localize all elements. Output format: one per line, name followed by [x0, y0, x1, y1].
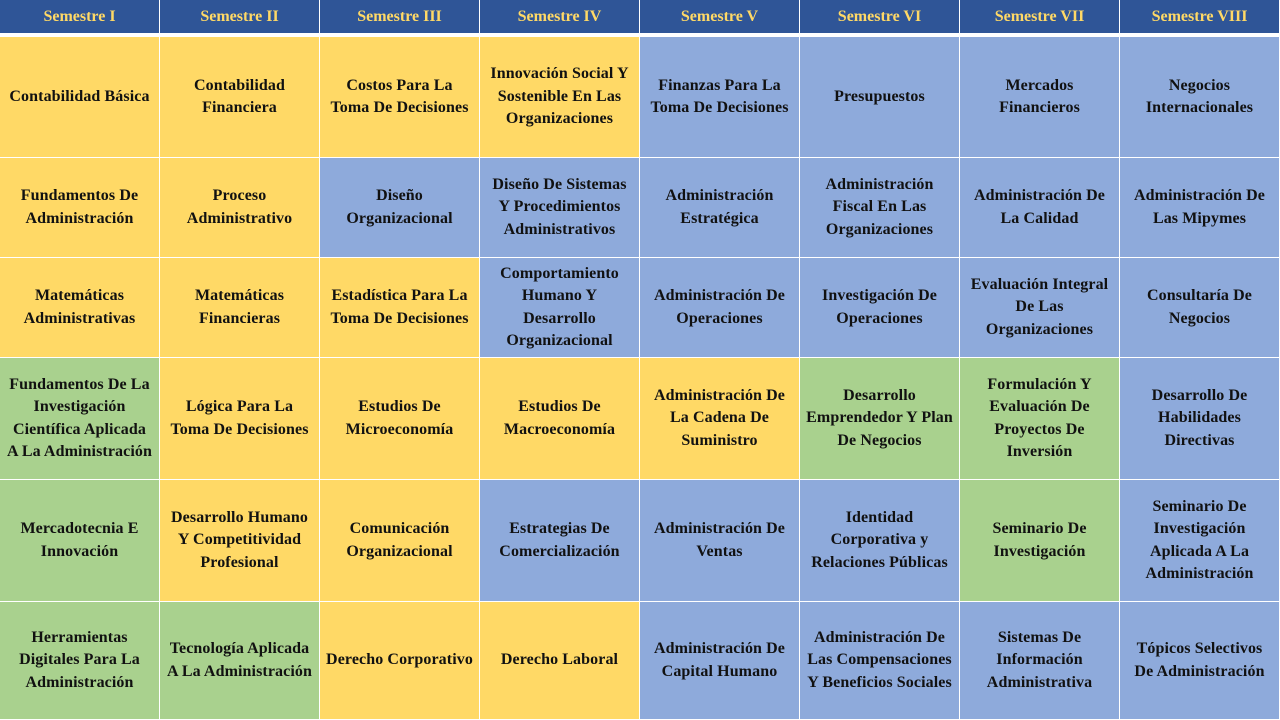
course-cell: [160, 37, 320, 158]
semester-header: Semestre VII: [960, 0, 1120, 33]
course-name: Administración De La Cadena De Suministro: [653, 386, 786, 449]
course-name: Estadística Para La Toma De Decisiones: [330, 287, 469, 327]
course-cell: [0, 358, 160, 480]
semester-header: Semestre II: [160, 0, 320, 33]
course-cell: [640, 37, 800, 158]
course-cell: [320, 37, 480, 158]
course-cell: [960, 258, 1120, 358]
semester-header: Semestre IV: [480, 0, 640, 33]
course-name: Innovación Social Y Sostenible En Las Organizaciones: [490, 65, 629, 128]
course-cell: [160, 158, 320, 258]
course-cell: [0, 158, 160, 258]
course-name: Estudios De Macroeconomía: [503, 398, 616, 438]
course-name: Desarrollo Emprendedor Y Plan De Negocios: [806, 386, 953, 449]
course-cell: [480, 480, 640, 602]
course-name: Administración De Las Mipymes: [1133, 187, 1266, 227]
course-cell: [0, 37, 160, 158]
course-name: Comunicación Organizacional: [346, 520, 453, 560]
course-name: Administración De Ventas: [653, 520, 786, 560]
course-name: Administración De Operaciones: [653, 287, 786, 327]
course-name: Lógica Para La Toma De Decisiones: [170, 398, 309, 438]
course-cell: [320, 258, 480, 358]
course-cell: [640, 602, 800, 720]
course-name: Sistemas De Información Administrativa: [986, 628, 1093, 691]
course-name: Seminario De Investigación: [992, 520, 1087, 560]
course-name: Formulación Y Evaluación De Proyectos De Inversión: [987, 375, 1092, 460]
course-name: Comportamiento Humano Y Desarrollo Organizacional: [500, 264, 619, 349]
course-cell: [320, 358, 480, 480]
semester-header: Semestre V: [640, 0, 800, 33]
semester-header: Semestre I: [0, 0, 160, 33]
course-name: Consultaría De Negocios: [1147, 287, 1252, 327]
course-cell: [1120, 37, 1280, 158]
course-cell: [480, 358, 640, 480]
course-name: Contabilidad Financiera: [193, 76, 285, 116]
semester-header: Semestre VIII: [1120, 0, 1280, 33]
course-cell: [1120, 158, 1280, 258]
course-name: Desarrollo Humano Y Competitividad Profesional: [171, 508, 308, 571]
course-cell: [1120, 258, 1280, 358]
course-cell: [160, 480, 320, 602]
course-name: Diseño De Sistemas Y Procedimientos Administrativos: [492, 175, 627, 238]
course-name: Fundamentos De La Investigación Científica Aplicada A La Administración: [6, 375, 153, 460]
course-name: Matemáticas Financieras: [194, 287, 285, 327]
course-cell: [960, 602, 1120, 720]
course-name: Administración De La Calidad: [973, 187, 1106, 227]
course-cell: [640, 158, 800, 258]
course-name: Diseño Organizacional: [346, 187, 453, 227]
course-cell: [800, 258, 960, 358]
course-name: Identidad Corporativa y Relaciones Públicas: [811, 508, 948, 571]
course-cell: [320, 158, 480, 258]
course-name: Derecho Laboral: [500, 651, 619, 669]
course-cell: [0, 258, 160, 358]
semester-header: Semestre VI: [800, 0, 960, 33]
course-name: Mercados Financieros: [999, 76, 1080, 116]
course-name: Estrategias De Comercialización: [499, 520, 620, 560]
course-name: Seminario De Investigación Aplicada A La Administración: [1145, 497, 1254, 582]
course-name: Negocios Internacionales: [1145, 76, 1254, 116]
course-name: Evaluación Integral De Las Organizaciones: [970, 275, 1109, 338]
course-cell: [480, 602, 640, 720]
course-cell: [640, 358, 800, 480]
course-name: Administración De Capital Humano: [653, 640, 786, 680]
course-name: Administración Fiscal En Las Organizaciones: [825, 175, 934, 238]
course-name: Mercadotecnia E Innovación: [20, 520, 139, 560]
course-name: Administración Estratégica: [665, 187, 774, 227]
course-name: Derecho Corporativo: [326, 651, 473, 669]
course-cell: [1120, 358, 1280, 480]
course-cell: [640, 258, 800, 358]
course-cell: [800, 37, 960, 158]
course-name: Herramientas Digitales Para La Administración: [19, 628, 140, 691]
course-cell: [1120, 480, 1280, 602]
course-name: Tecnología Aplicada A La Administración: [166, 640, 313, 680]
semester-header: Semestre III: [320, 0, 480, 33]
course-cell: [800, 480, 960, 602]
course-cell: [1120, 602, 1280, 720]
course-name: Estudios De Microeconomía: [345, 398, 454, 438]
course-cell: [800, 358, 960, 480]
course-cell: [800, 158, 960, 258]
course-cell: [160, 258, 320, 358]
course-cell: [0, 480, 160, 602]
course-cell: [160, 602, 320, 720]
course-name: Proceso Administrativo: [186, 187, 293, 227]
course-cell: [960, 480, 1120, 602]
course-name: Presupuestos: [834, 87, 925, 105]
course-cell: [800, 602, 960, 720]
course-cell: [960, 158, 1120, 258]
course-name: Finanzas Para La Toma De Decisiones: [650, 76, 789, 116]
course-cell: [320, 480, 480, 602]
course-name: Fundamentos De Administración: [20, 187, 139, 227]
course-cell: [160, 358, 320, 480]
course-cell: [960, 37, 1120, 158]
course-cell: [480, 37, 640, 158]
course-name: Costos Para La Toma De Decisiones: [330, 76, 469, 116]
course-name: Desarrollo De Habilidades Directivas: [1151, 386, 1248, 449]
course-cell: [480, 158, 640, 258]
course-name: Matemáticas Administrativas: [23, 287, 136, 327]
course-cell: [320, 602, 480, 720]
course-cell: [640, 480, 800, 602]
course-name: Tópicos Selectivos De Administración: [1134, 640, 1265, 680]
course-cell: [960, 358, 1120, 480]
course-name: Contabilidad Básica: [9, 87, 150, 105]
course-name: Investigación De Operaciones: [822, 287, 937, 327]
course-cell: [0, 602, 160, 720]
course-cell: [480, 258, 640, 358]
course-name: Administración De Las Compensaciones Y Beneficios Sociales: [807, 628, 952, 691]
